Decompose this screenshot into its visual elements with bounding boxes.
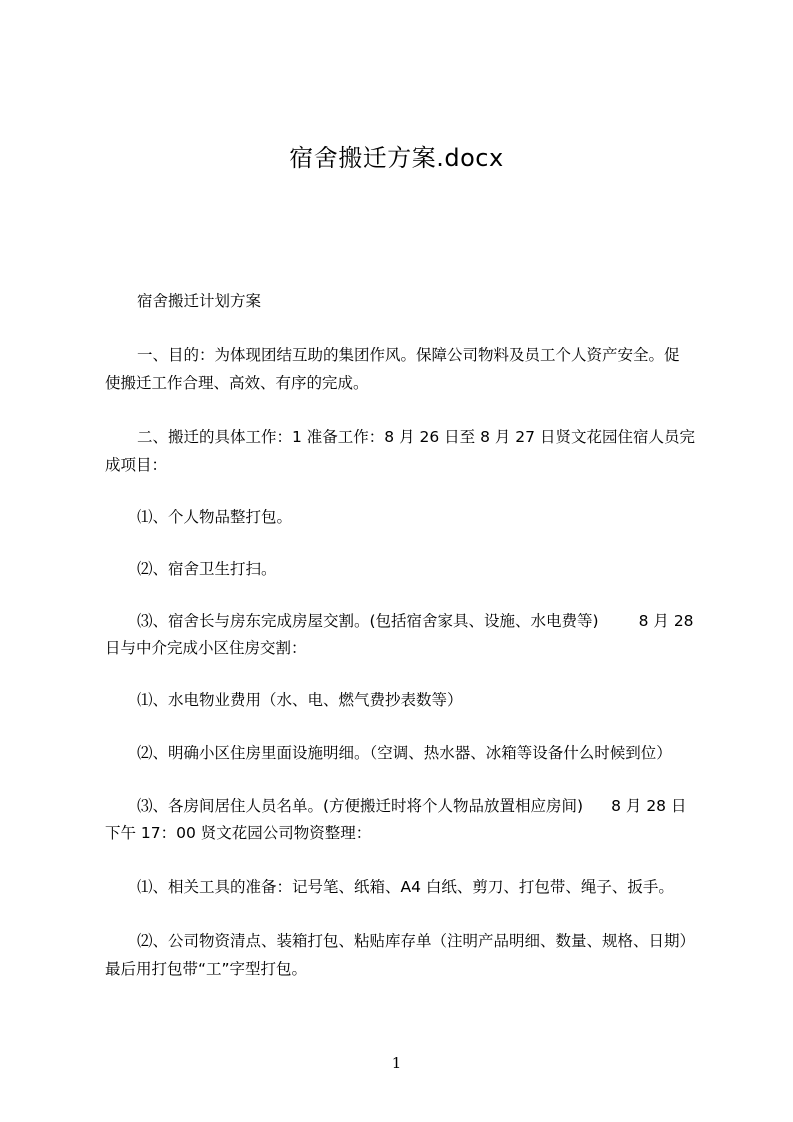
handover-date: 8 月 28: [638, 612, 694, 630]
list-item-pack: ⑴、个人物品整打包。: [137, 508, 293, 526]
residents-text: ⑶、各房间居住人员名单。(方便搬迁时将个人物品放置相应房间): [137, 797, 584, 815]
list-item-clean: ⑵、宿舍卫生打扫。: [137, 560, 277, 578]
list-item-utilities: ⑴、水电物业费用（水、电、燃气费抄表数等）: [137, 691, 463, 709]
page-number: 1: [391, 1054, 402, 1072]
list-item-inventory-line-2: 最后用打包带“工”字型打包。: [105, 960, 308, 978]
list-item-inventory-line-1: ⑵、公司物资清点、装箱打包、粘贴库存单（注明产品明细、数量、规格、日期）: [137, 932, 696, 950]
tasks-line-2: 成项目：: [105, 456, 168, 474]
residents-line-2: 下午 17：00 贤文花园公司物资整理：: [105, 824, 372, 842]
plan-heading: 宿舍搬迁计划方案: [137, 292, 262, 310]
handover-text: ⑶、宿舍长与房东完成房屋交割。(包括宿舍家具、设施、水电费等): [137, 612, 599, 630]
list-item-residents: [137, 792, 686, 820]
document-title: 宿舍搬迁方案.docx: [289, 144, 504, 172]
list-item-facilities: ⑵、明确小区住房里面设施明细。（空调、热水器、冰箱等设备什么时候到位）: [137, 744, 672, 762]
list-item-tools: ⑴、相关工具的准备：记号笔、纸箱、A4 白纸、剪刀、打包带、绳子、扳手。: [137, 878, 674, 896]
tasks-line-1: 二、搬迁的具体工作：1 准备工作：8 月 26 日至 8 月 27 日贤文花园住宿人员完: [137, 428, 695, 446]
purpose-line-1: 一、目的：为体现团结互助的集团作风。保障公司物料及员工个人资产安全。促: [137, 346, 680, 364]
residents-date: 8 月 28 日: [611, 797, 687, 815]
handover-line-2: 日与中介完成小区住房交割：: [105, 639, 307, 657]
list-item-handover: [137, 607, 694, 635]
purpose-line-2: 使搬迁工作合理、高效、有序的完成。: [105, 374, 369, 392]
